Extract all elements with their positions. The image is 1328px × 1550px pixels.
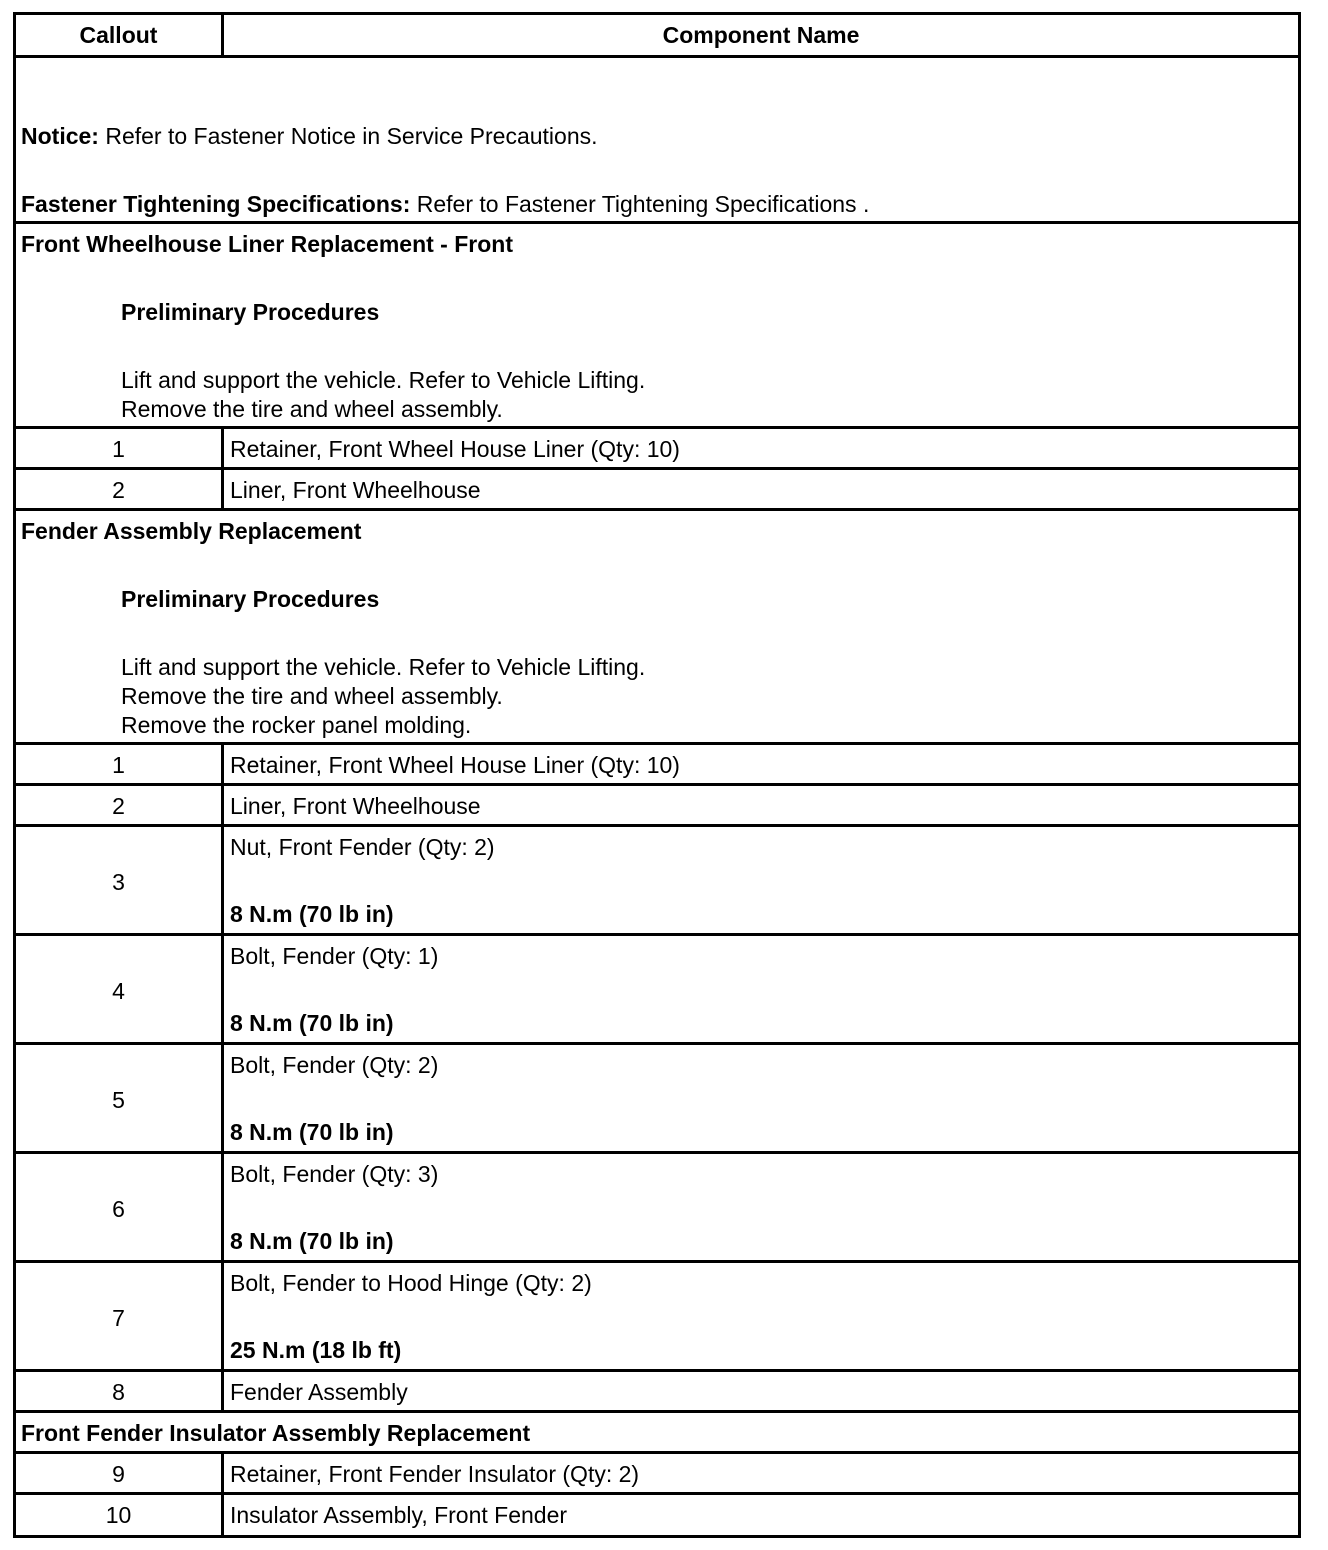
torque-spec: 8 N.m (70 lb in): [230, 1010, 394, 1036]
notice-row: [16, 55, 1298, 223]
procedure-step: Remove the tire and wheel assembly.: [121, 683, 503, 709]
component-cell: [224, 1045, 1298, 1153]
component-name: Bolt, Fender to Hood Hinge (Qty: 2): [230, 1270, 592, 1296]
parts-table: [13, 12, 1301, 1538]
notice-text: Refer to Fastener Notice in Service Precautions.: [98, 123, 598, 149]
component-cell: [224, 1454, 1298, 1494]
callout-number: 2: [112, 477, 125, 503]
component-name: Bolt, Fender (Qty: 3): [230, 1161, 439, 1187]
component-name: Retainer, Front Fender Insulator (Qty: 2): [230, 1461, 640, 1487]
callout-cell: [16, 827, 224, 935]
callout-cell: [16, 1495, 224, 1535]
callout-number: 10: [105, 1502, 132, 1528]
callout-header-cell: [16, 15, 224, 57]
table-row: [16, 933, 1298, 1044]
component-cell: [224, 827, 1298, 935]
callout-cell: [16, 429, 224, 469]
preliminary-heading: Preliminary Procedures: [121, 299, 380, 325]
callout-cell: [16, 1372, 224, 1412]
component-name: Fender Assembly: [230, 1379, 408, 1405]
notice-line: [21, 122, 598, 150]
component-name: Liner, Front Wheelhouse: [230, 793, 481, 819]
spec-label: Fastener Tightening Specifications:: [21, 191, 411, 217]
component-header-cell: [224, 15, 1298, 57]
section-header-row: [16, 508, 1298, 744]
procedure-step: Remove the rocker panel molding.: [121, 712, 472, 738]
section-title: Fender Assembly Replacement: [21, 518, 362, 544]
callout-number: 2: [112, 793, 125, 819]
component-cell: [224, 1495, 1298, 1535]
component-name: Bolt, Fender (Qty: 1): [230, 943, 439, 969]
callout-cell: [16, 1154, 224, 1262]
torque-spec: 8 N.m (70 lb in): [230, 901, 394, 927]
torque-spec: 8 N.m (70 lb in): [230, 1228, 394, 1254]
component-cell: [224, 1372, 1298, 1412]
component-name: Liner, Front Wheelhouse: [230, 477, 481, 503]
table-row: [16, 1260, 1298, 1371]
section-header-row: [16, 221, 1298, 428]
spec-line: [21, 190, 869, 218]
component-cell: [224, 470, 1298, 510]
callout-cell: [16, 1045, 224, 1153]
component-cell: [224, 936, 1298, 1044]
callout-number: 6: [112, 1196, 125, 1222]
table-header-row: [16, 15, 1298, 57]
callout-number: 4: [112, 978, 125, 1004]
table-row: [16, 467, 1298, 510]
component-cell: [224, 1154, 1298, 1262]
callout-cell: [16, 786, 224, 826]
table-row: [16, 1151, 1298, 1262]
table-row: [16, 824, 1298, 935]
spec-text: Refer to Fastener Tightening Specifications .: [410, 191, 870, 217]
procedure-step: Lift and support the vehicle. Refer to Vehicle Lifting.: [121, 367, 646, 393]
procedure-step: Remove the tire and wheel assembly.: [121, 396, 503, 422]
component-name: Retainer, Front Wheel House Liner (Qty: 10): [230, 752, 680, 778]
component-header: Component Name: [662, 22, 860, 48]
callout-cell: [16, 470, 224, 510]
callout-cell: [16, 936, 224, 1044]
torque-spec: 8 N.m (70 lb in): [230, 1119, 394, 1145]
component-name: Bolt, Fender (Qty: 2): [230, 1052, 439, 1078]
callout-number: 5: [112, 1087, 125, 1113]
callout-cell: [16, 1454, 224, 1494]
torque-spec: 25 N.m (18 lb ft): [230, 1337, 402, 1363]
table-row: [16, 1369, 1298, 1412]
callout-cell: [16, 1263, 224, 1371]
component-cell: [224, 1263, 1298, 1371]
component-name: Insulator Assembly, Front Fender: [230, 1502, 568, 1528]
notice-label: Notice:: [21, 123, 99, 149]
table-row: [16, 742, 1298, 785]
procedure-step: Lift and support the vehicle. Refer to Vehicle Lifting.: [121, 654, 646, 680]
callout-number: 1: [112, 752, 125, 778]
callout-number: 3: [112, 869, 125, 895]
component-name: Nut, Front Fender (Qty: 2): [230, 834, 495, 860]
section-header-row: [16, 1410, 1298, 1453]
callout-number: 7: [112, 1305, 125, 1331]
section-title: Front Fender Insulator Assembly Replacement: [21, 1420, 531, 1446]
component-name: Retainer, Front Wheel House Liner (Qty: 10): [230, 436, 680, 462]
callout-number: 1: [112, 436, 125, 462]
table-row: [16, 1451, 1298, 1494]
callout-number: 8: [112, 1379, 125, 1405]
table-row: [16, 1492, 1298, 1535]
preliminary-heading: Preliminary Procedures: [121, 586, 380, 612]
table-row: [16, 426, 1298, 469]
component-cell: [224, 786, 1298, 826]
component-cell: [224, 745, 1298, 785]
callout-cell: [16, 745, 224, 785]
callout-number: 9: [112, 1461, 125, 1487]
table-row: [16, 1042, 1298, 1153]
component-cell: [224, 429, 1298, 469]
section-title: Front Wheelhouse Liner Replacement - Front: [21, 231, 513, 257]
callout-header: Callout: [79, 22, 158, 48]
table-row: [16, 783, 1298, 826]
